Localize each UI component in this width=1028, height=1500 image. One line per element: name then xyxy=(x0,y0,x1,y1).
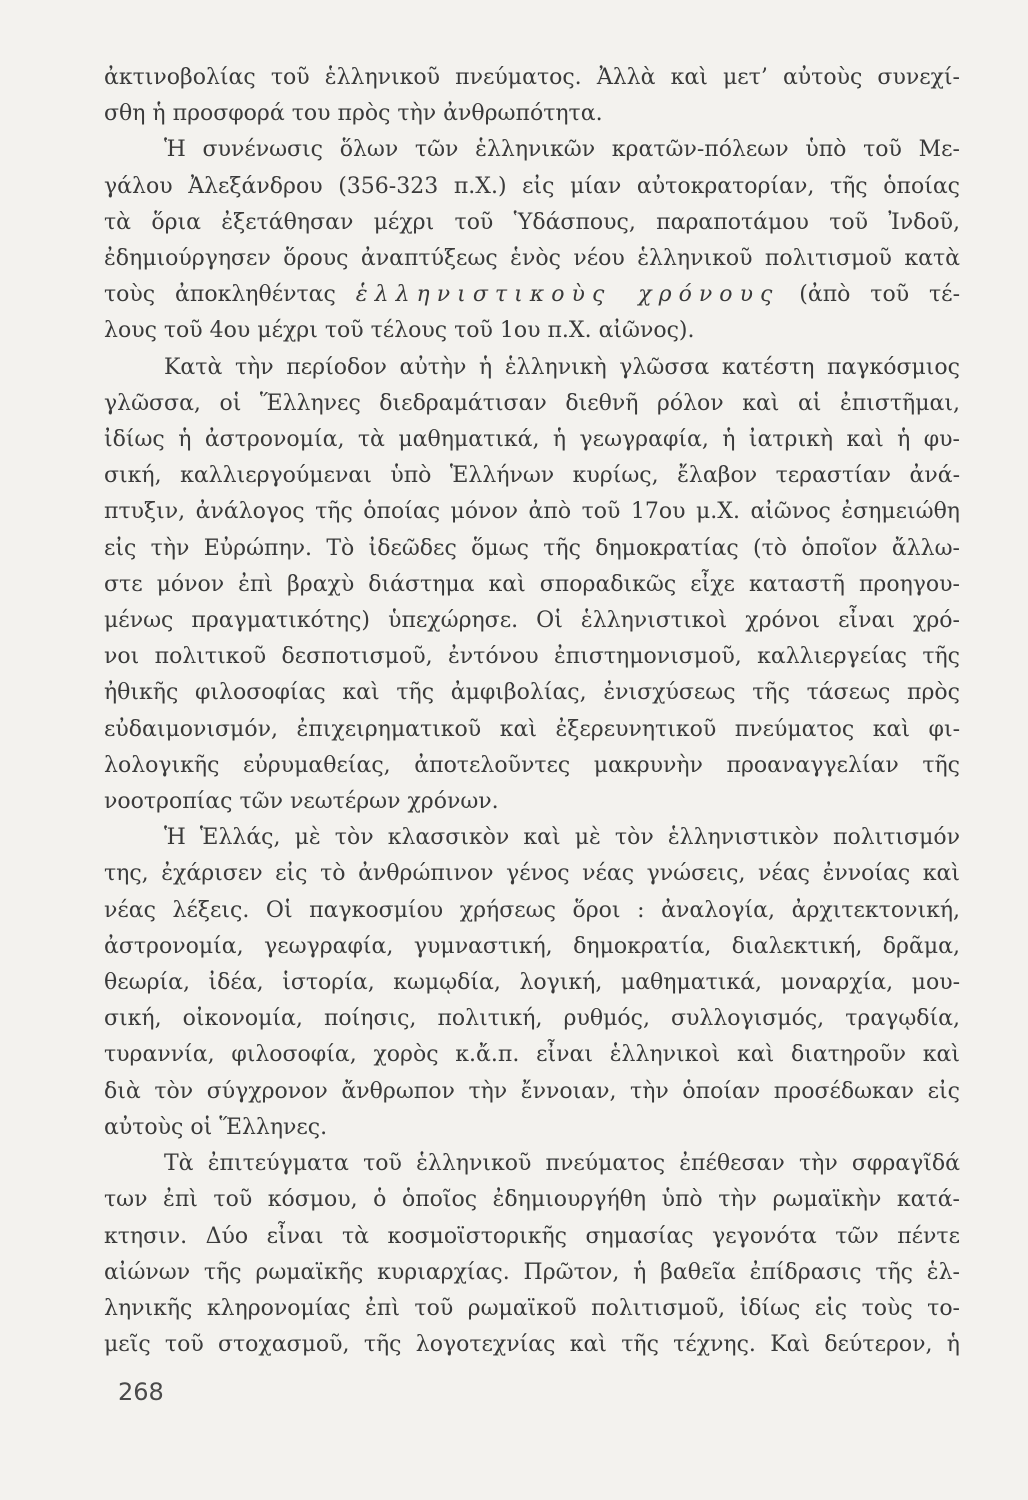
text-line: των ἐπὶ τοῦ κόσμου, ὁ ὁποῖος ἐδημιουργήθη ὑπὸ τὴν ρωμαϊκὴν κατά- xyxy=(104,1187,960,1213)
page-number: 268 xyxy=(118,1378,164,1406)
text-line-with-spaced-term xyxy=(104,277,960,313)
text-line: διὰ τὸν σύγχρονον ἄνθρωπον τὴν ἔννοιαν, τὴν ὁποίαν προσέδωκαν εἰς xyxy=(104,1078,960,1104)
text-line: της, ἐχάρισεν εἰς τὸ ἀνθρώπινον γένος νέας γνώσεις, νέας ἐννοίας καὶ xyxy=(104,861,960,887)
text-line: πτυξιν, ἀνάλογος τῆς ὁποίας μόνον ἀπὸ τοῦ 17ου μ.Χ. αἰῶνος ἐσημειώθη xyxy=(104,499,960,525)
text-line: θεωρία, ἰδέα, ἱστορία, κωμῳδία, λογική, μαθηματικά, μοναρχία, μου- xyxy=(104,970,960,996)
text-line: σική, οἰκονομία, ποίησις, πολιτική, ρυθμός, συλλογισμός, τραγῳδία, xyxy=(104,1006,960,1032)
text-line: Ἡ συνένωσις ὅλων τῶν ἑλληνικῶν κρατῶν-πόλεων ὑπὸ τοῦ Με- xyxy=(164,137,960,163)
text-line: ἐδημιούργησεν ὅρους ἀναπτύξεως ἑνὸς νέου ἑλληνικοῦ πολιτισμοῦ κατὰ xyxy=(104,246,960,272)
text-fragment: (ἀπὸ τοῦ τέ- xyxy=(799,282,960,308)
text-line: γάλου Ἀλεξάνδρου (356-323 π.Χ.) εἰς μίαν αὐτοκρατορίαν, τῆς ὁποίας xyxy=(104,173,960,199)
text-line: ληνικῆς κληρονομίας ἐπὶ τοῦ ρωμαϊκοῦ πολιτισμοῦ, ἰδίως εἰς τοὺς το- xyxy=(104,1295,960,1321)
paragraph-4 xyxy=(104,820,960,1146)
text-line: ἠθικῆς φιλοσοφίας καὶ τῆς ἀμφιβολίας, ἐνισχύσεως τῆς τάσεως πρὸς xyxy=(104,680,960,706)
text-line: Κατὰ τὴν περίοδον αὐτὴν ἡ ἑλληνικὴ γλῶσσα κατέστη παγκόσμιος xyxy=(164,354,960,380)
text-line: τυραννία, φιλοσοφία, χορὸς κ.ἄ.π. εἶναι ἑλληνικοὶ καὶ διατηροῦν καὶ xyxy=(104,1042,960,1068)
text-line: κτησιν. Δύο εἶναι τὰ κοσμοϊστορικῆς σημασίας γεγονότα τῶν πέντε xyxy=(104,1223,960,1249)
paragraph-1 xyxy=(104,60,960,132)
spaced-emphasis-term: ἑλληνιστικοὺς χρόνους xyxy=(355,282,780,308)
text-line: Τὰ ἐπιτεύγματα τοῦ ἑλληνικοῦ πνεύματος ἐπέθεσαν τὴν σφραγῖδά xyxy=(164,1151,960,1177)
text-line: αἰώνων τῆς ρωμαϊκῆς κυριαρχίας. Πρῶτον, ἡ βαθεῖα ἐπίδρασις τῆς ἑλ- xyxy=(104,1259,960,1285)
text-line: εἰς τὴν Εὐρώπην. Τὸ ἰδεῶδες ὅμως τῆς δημοκρατίας (τὸ ὁποῖον ἄλλω- xyxy=(104,535,960,561)
text-line: αὐτοὺς οἱ Ἕλληνες. xyxy=(104,1114,328,1140)
text-line: λους τοῦ 4ου μέχρι τοῦ τέλους τοῦ 1ου π.Χ. αἰῶνος). xyxy=(104,318,695,344)
paragraph-3 xyxy=(104,350,960,821)
text-line: νέας λέξεις. Οἱ παγκοσμίου χρήσεως ὅροι : ἀναλογία, ἀρχιτεκτονική, xyxy=(104,897,960,923)
text-line: ἰδίως ἡ ἀστρονομία, τὰ μαθηματικά, ἡ γεωγραφία, ἡ ἰατρικὴ καὶ ἡ φυ- xyxy=(104,427,960,453)
text-fragment: τοὺς ἀποκληθέντας xyxy=(104,282,336,308)
paragraph-5 xyxy=(104,1146,960,1363)
text-line: νοοτροπίας τῶν νεωτέρων χρόνων. xyxy=(104,789,499,815)
text-line: νοι πολιτικοῦ δεσποτισμοῦ, ἐντόνου ἐπιστημονισμοῦ, καλλιεργείας τῆς xyxy=(104,644,960,670)
text-line: Ἡ Ἑλλάς, μὲ τὸν κλασσικὸν καὶ μὲ τὸν ἑλληνιστικὸν πολιτισμόν xyxy=(164,825,960,851)
page-text-body xyxy=(104,60,960,1363)
text-line: μένως πραγματικότης) ὑπεχώρησε. Οἱ ἑλληνιστικοὶ χρόνοι εἶναι χρό- xyxy=(104,608,960,634)
text-line: σική, καλλιεργούμεναι ὑπὸ Ἑλλήνων κυρίως, ἔλαβον τεραστίαν ἀνά- xyxy=(104,463,960,489)
text-line: γλῶσσα, οἱ Ἕλληνες διεδραμάτισαν διεθνῆ ρόλον καὶ αἱ ἐπιστῆμαι, xyxy=(104,390,960,416)
text-line: στε μόνον ἐπὶ βραχὺ διάστημα καὶ σποραδικῶς εἶχε καταστῆ προηγου- xyxy=(104,571,960,597)
text-line: εὐδαιμονισμόν, ἐπιχειρηματικοῦ καὶ ἐξερευνητικοῦ πνεύματος καὶ φι- xyxy=(104,716,960,742)
text-line: ἀστρονομία, γεωγραφία, γυμναστική, δημοκρατία, διαλεκτική, δρᾶμα, xyxy=(104,933,960,959)
text-line: τὰ ὅρια ἐξετάθησαν μέχρι τοῦ Ὑδάσπους, παραποτάμου τοῦ Ἰνδοῦ, xyxy=(104,209,960,235)
text-line: ἀκτινοβολίας τοῦ ἑλληνικοῦ πνεύματος. Ἀλλὰ καὶ μετ’ αὐτοὺς συνεχί- xyxy=(104,65,960,90)
text-line: λολογικῆς εὐρυμαθείας, ἀποτελοῦντες μακρυνὴν προαναγγελίαν τῆς xyxy=(104,752,960,778)
text-line: σθη ἡ προσφορά του πρὸς τὴν ἀνθρωπότητα. xyxy=(104,101,603,127)
text-line: μεῖς τοῦ στοχασμοῦ, τῆς λογοτεχνίας καὶ τῆς τέχνης. Καὶ δεύτερον, ἡ xyxy=(104,1332,960,1358)
paragraph-2 xyxy=(104,132,960,349)
